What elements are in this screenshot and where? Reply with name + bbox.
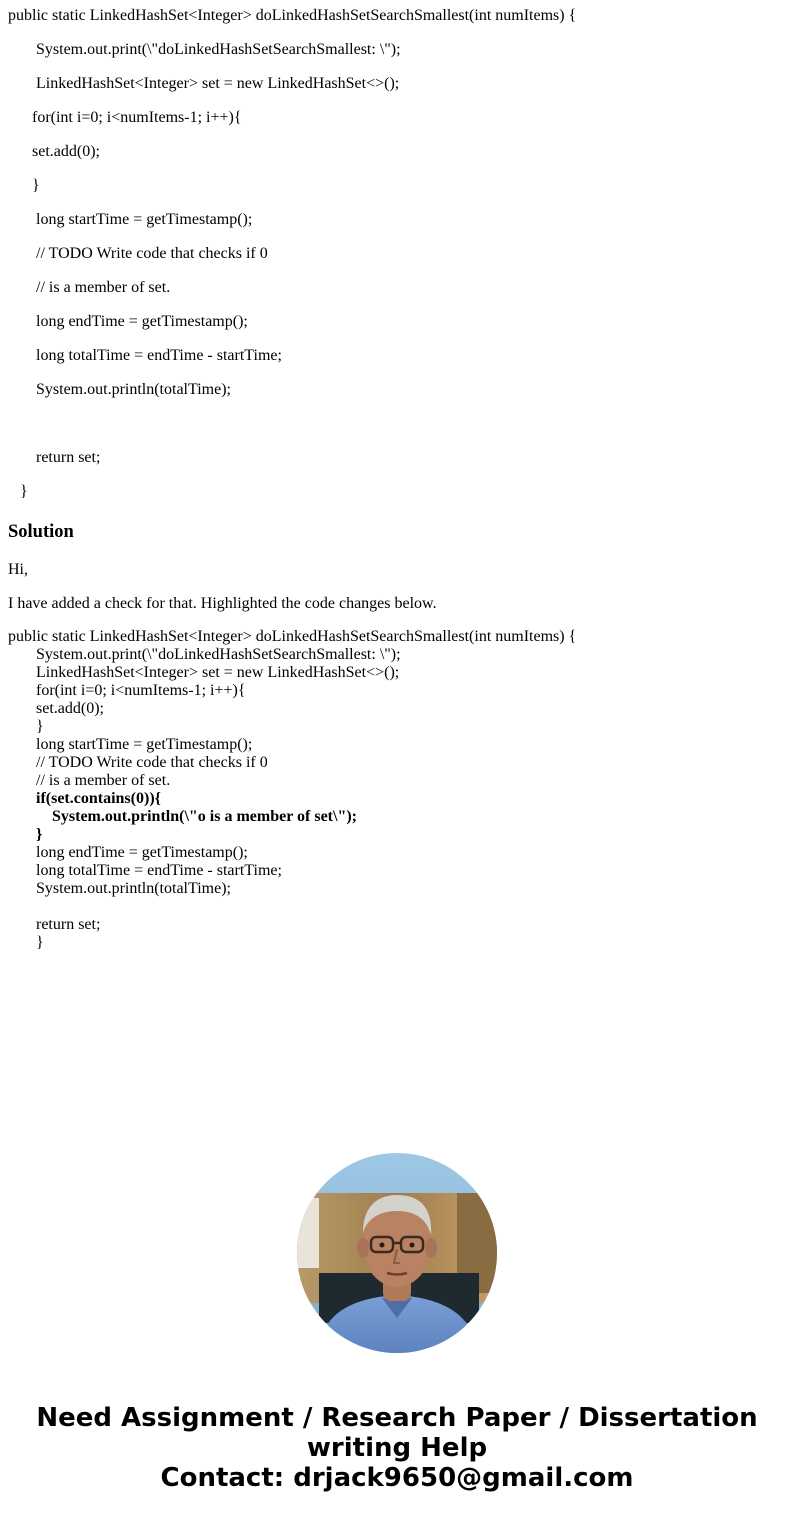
question-line: long startTime = getTimestamp(); xyxy=(36,211,253,228)
code-line xyxy=(8,898,576,916)
code-line: return set; xyxy=(36,916,101,933)
question-line: return set; xyxy=(36,449,101,466)
code-line: for(int i=0; i<numItems-1; i++){ xyxy=(36,682,246,699)
question-line: for(int i=0; i<numItems-1; i++){ xyxy=(32,109,242,126)
code-line: set.add(0); xyxy=(36,700,104,717)
question-line: long totalTime = endTime - startTime; xyxy=(36,347,282,364)
code-line: // is a member of set. xyxy=(36,772,171,789)
footer-line: Need Assignment / Research Paper / Dissertation xyxy=(36,1403,758,1433)
question-line: System.out.println(totalTime); xyxy=(36,381,231,398)
author-avatar xyxy=(297,1153,497,1353)
greeting-text: Hi, xyxy=(8,561,28,578)
question-line: public static LinkedHashSet<Integer> doLinkedHashSetSearchSmallest(int numItems) { xyxy=(8,7,577,24)
solution-heading: Solution xyxy=(8,522,74,542)
code-line: System.out.print(\"doLinkedHashSetSearchSmallest: \"); xyxy=(36,646,401,663)
question-line: // TODO Write code that checks if 0 xyxy=(36,245,268,262)
question-line: System.out.print(\"doLinkedHashSetSearchSmallest: \"); xyxy=(36,41,401,58)
code-line: long endTime = getTimestamp(); xyxy=(36,844,248,861)
avatar-portrait-icon xyxy=(297,1153,497,1353)
question-line: // is a member of set. xyxy=(36,279,171,296)
code-line: // TODO Write code that checks if 0 xyxy=(36,754,268,771)
question-line: set.add(0); xyxy=(32,143,100,160)
code-line: public static LinkedHashSet<Integer> doLinkedHashSetSearchSmallest(int numItems) { xyxy=(8,628,577,645)
highlighted-code-line: if(set.contains(0)){ xyxy=(36,790,161,807)
question-line: LinkedHashSet<Integer> set = new LinkedHashSet<>(); xyxy=(36,75,400,92)
footer-line: writing Help xyxy=(306,1433,488,1463)
intro-text: I have added a check for that. Highlighted the code changes below. xyxy=(8,595,437,612)
question-line: } xyxy=(32,177,40,194)
question-line: } xyxy=(20,483,28,500)
solution-code xyxy=(8,628,576,952)
code-line: } xyxy=(36,934,44,951)
code-line: long totalTime = endTime - startTime; xyxy=(36,862,282,879)
footer-contact: Contact: drjack9650@gmail.com xyxy=(160,1463,634,1493)
highlighted-code-line: } xyxy=(36,826,43,843)
code-line: System.out.println(totalTime); xyxy=(36,880,231,897)
code-line: LinkedHashSet<Integer> set = new LinkedHashSet<>(); xyxy=(36,664,400,681)
code-line: long startTime = getTimestamp(); xyxy=(36,736,253,753)
footer-promo xyxy=(0,1403,794,1493)
question-line: long endTime = getTimestamp(); xyxy=(36,313,248,330)
highlighted-code-line: System.out.println(\"o is a member of set\"); xyxy=(52,808,357,825)
code-line: } xyxy=(36,718,44,735)
